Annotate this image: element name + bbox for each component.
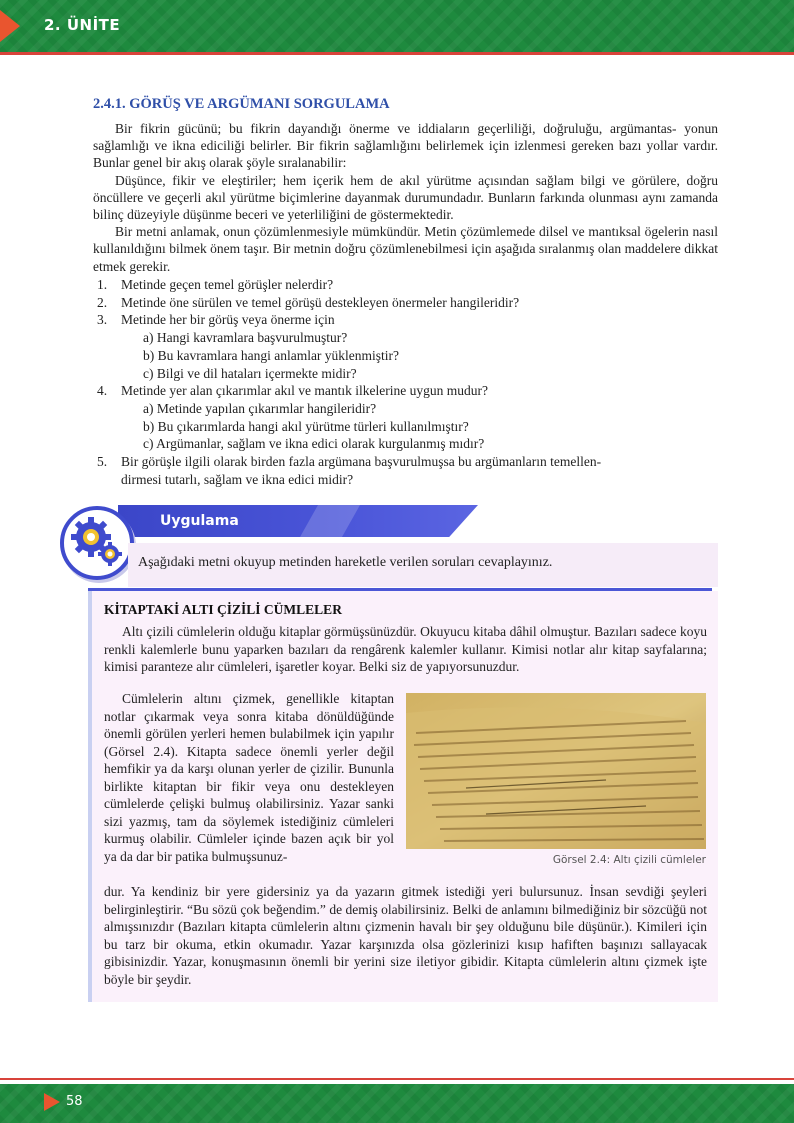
gear-icon <box>60 506 134 580</box>
header-rule <box>0 52 794 55</box>
intro-paragraph <box>93 120 718 275</box>
sub-item: b) Bu kavramlara hangi anlamlar yüklenmiştir? <box>143 347 400 363</box>
text-line: sıralanmış olan maddelere dikkat etmek gerekir. <box>93 241 718 274</box>
list-item <box>93 311 733 329</box>
text-line: bazı yollar vardır. Bunlar genel bir akış olarak şöyle sıralanabilir: <box>93 138 718 171</box>
paragraph: Altı çizili cümlelerin olduğu kitaplar görmüşsünüzdür. Okuyucu kitaba dâhil olmuştur. Bazıları sadece koyu renkli kalemlerle bunu yaparken bazıları da rengârenk kalemler kullanır. Kimisi notlar alır kitap sayfalarına; kimisi paranteze alır cümleleri, işaretler koyar. Belki siz de yapıyorsunuzdur. <box>104 624 707 674</box>
sub-item: c) Argümanlar, sağlam ve ikna edici olarak kurgulanmış mıdır? <box>143 436 485 452</box>
sub-item: c) Bilgi ve dil hataları içermekte midir? <box>143 365 357 381</box>
item-number: 2. <box>97 294 108 310</box>
text-line: doğru öncüllere ve geçerli akıl yürütme biçimlerine dayanmak durumundadır. Bunların farkında <box>93 172 719 205</box>
section-title: 2.4.1. GÖRÜŞ VE ARGÜMANI SORGULAMA <box>93 96 390 112</box>
list-item <box>93 382 733 400</box>
reading-tail <box>104 883 707 988</box>
text-line: olunması aynı zamanda bilinç düzeyiyle düşünme beceri ve yeterliliğini de göstermektedir. <box>93 189 719 223</box>
footer-band <box>0 1084 794 1123</box>
item-text: Bir görüşle ilgili olarak birden fazla argümana başvurulmuşsa bu argümanların temellen- <box>121 454 602 470</box>
sub-item: a) Hangi kavramlara başvurulmuştur? <box>143 330 348 346</box>
unit-label: 2. ÜNİTE <box>44 16 121 34</box>
reading-box-border <box>88 591 92 1002</box>
reading-column <box>104 690 394 865</box>
reading-title: KİTAPTAKİ ALTI ÇİZİLİ CÜMLELER <box>104 602 342 617</box>
paragraph: dur. Ya kendiniz bir yere gidersiniz ya da yazarın gitmek istediği yeri bulursunuz. İnsan sevdiği şeyleri belirginleştirir. “Bu sözü çok beğendim.” de demiş olabilirsiniz. Belki de anlamını bilmediğiniz bir sözcüğü not almışsınızdır (Bazıları kitapta cümlelerin altını çizmenin havalı bir şey olduğunu bile düşünür.). Kimileri için bu tarz bir okuma, etkin okumadır. Yazar karşınızda olsa gözlerinizi kısıp hafiften başınızı sallayacak gibisinizdir. Yazar, konuşmasının önemli bir yerini size iletiyor gibidir. Kitapta cümlelerin altını çizmek işte böyle bir şeydir. <box>104 884 707 987</box>
list-item <box>93 276 733 294</box>
photo-caption: Görsel 2.4: Altı çizili cümleler <box>552 854 706 866</box>
page-number: 58 <box>66 1094 83 1109</box>
text-line: Düşünce, fikir ve eleştiriler; hem içerik hem de akıl yürütme açısından sağlam bilgi ve görülere, <box>115 172 680 188</box>
item-number: 1. <box>97 277 108 292</box>
item-number: 3. <box>97 312 108 328</box>
text-line: Bir fikrin gücünü; bu fikrin dayandığı önerme ve iddiaların geçerliliği, doğruluğu, argümantas- <box>115 121 677 136</box>
sub-item: b) Bu çıkarımlarda hangi akıl yürütme türleri kullanılmıştır? <box>143 418 469 434</box>
list-item <box>93 453 733 471</box>
item-number: 5. <box>97 454 108 470</box>
item-continuation: dirmesi tutarlı, sağlam ve ikna edici midir? <box>121 471 354 487</box>
item-text: Metinde yer alan çıkarımlar akıl ve mantık ilkelerine uygun mudur? <box>121 383 488 399</box>
text-line: Bir metni anlamak, onun çözümlenmesiyle mümkündür. Metin çözümlemede dilsel ve mantıksal <box>115 224 641 240</box>
reading-intro <box>104 623 707 676</box>
activity-label: Uygulama <box>160 513 239 529</box>
item-number: 4. <box>97 383 108 399</box>
instruction-text: Aşağıdaki metni okuyup metinden hareketle verilen soruları cevaplayınız. <box>138 555 553 570</box>
list-item <box>93 294 733 312</box>
text-line: yonun sağlamlığı ve ikna ediciliği belirler. Bir fikrin sağlamlığını belirlemek için izlenmesi gereken <box>93 121 718 154</box>
question-list <box>93 276 733 488</box>
paragraph: Cümlelerin altını çizmek, genellikle kitaptan notlar çıkarmak veya sonra kitaba dönüldüğünde önemli görülen yerleri hemen bulabilmek için yapılır (Görsel 2.4). Kitapta sadece önemli yerler değil hemfikir ya da karşı olunan yerler de çizilir. Bununla birlikte kitaptan bir fikir veya onu destekleyen cümlelerde çelişki bulmuş olabilirsiniz. Yazar sanki sizi yazmış, tam da söylemek istediğiniz cümleleri kurmuş olabilir. Cümleler içinde bazen açık bir yol ya da dar bir patika bulmuşsunuz- <box>104 691 394 864</box>
book-photo <box>406 693 706 849</box>
header-arrow-icon <box>0 10 20 42</box>
text-line: ögelerin nasıl kullanıldığını bilmek önem taşır. Bir metnin doğru çözümlenebilmesi için aşağıda <box>93 224 719 257</box>
footer-rule <box>0 1078 794 1080</box>
item-text: Metinde her bir görüş veya önerme için <box>121 312 335 328</box>
footer-arrow-icon <box>44 1093 60 1111</box>
item-text: Metinde geçen temel görüşler nelerdir? <box>121 277 334 292</box>
sub-item: a) Metinde yapılan çıkarımlar hangileridir? <box>143 400 377 416</box>
item-text: Metinde öne sürülen ve temel görüşü destekleyen önermeler hangileridir? <box>121 294 520 310</box>
